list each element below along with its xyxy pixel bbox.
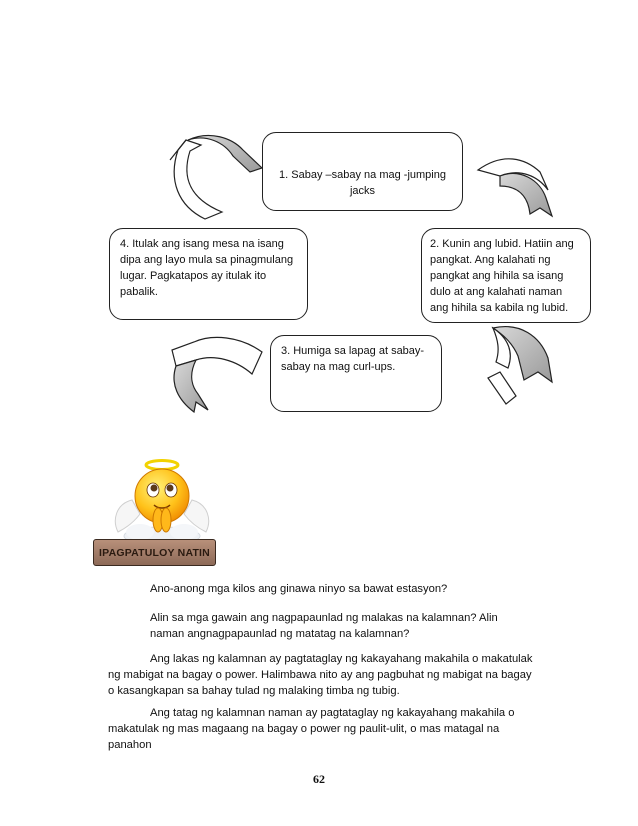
paragraph-strength-text: Ang lakas ng kalamnan ay pagtataglay ng kakayahang makahila o makatulak ng mabigat na bagay o power. Halimbawa nito ay ang pagbuhat ng mabigat na bagay o kasangkapan sa bahay tulad ng malaking timba ng tubig. [108,653,533,697]
paragraph-endurance-text: Ang tatag ng kalamnan naman ay pagtataglay ng kakayahang makahila o makatulak ng mas magaang na bagay o power ng paulit-ulit, o mas matagal na panahon [108,707,515,751]
step-3-box [270,335,442,412]
curved-arrow-icon [172,337,262,412]
page-number: 62 [313,772,325,786]
curved-arrow-icon [478,159,552,216]
curved-arrow-icon [488,327,552,404]
curved-arrow-icon [170,135,262,219]
step-4-box [109,228,308,320]
question-2: Alin sa mga gawain ang nagpapaunlad ng malakas na kalamnan? Alin naman angnagpapaunlad ng matatag na kalamnan? [150,612,498,640]
angel-emoji-icon [110,458,214,544]
step-4-text: 4. Itulak ang isang mesa na isang dipa ang layo mula sa pinagmulang lugar. Pagkatapos ay itulak ito pabalik. [120,238,294,298]
step-3-text: 3. Humiga sa lapag at sabay-sabay na mag curl-ups. [281,345,425,373]
section-badge: IPAGPATULOY NATIN [93,539,216,566]
step-1-box [262,132,463,211]
step-1-text: 1. Sabay –sabay na mag -jumping jacks [279,169,446,197]
paragraph-endurance [108,705,538,753]
question-1: Ano-anong mga kilos ang ginawa ninyo sa bawat estasyon? [150,583,448,595]
paragraph-strength [108,651,538,699]
step-2-box [421,228,591,323]
step-2-text: 2. Kunin ang lubid. Hatiin ang pangkat. Ang kalahati ng pangkat ang hihila sa isang dulo at ang kalahati naman ang hihila sa kabila ng lubid. [430,238,574,314]
